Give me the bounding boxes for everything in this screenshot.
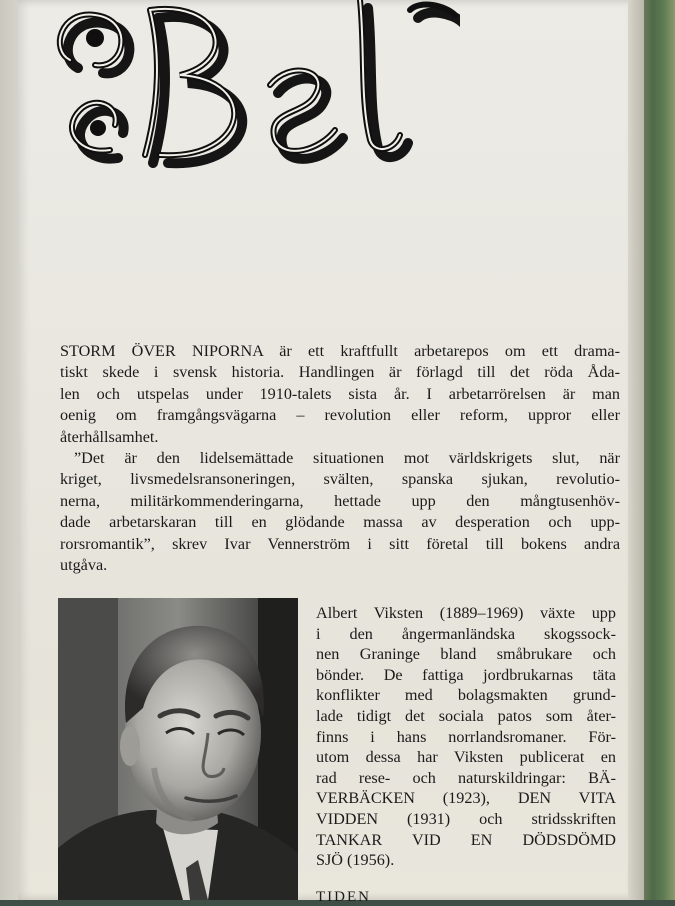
author-bio-line: VIDDEN (1931) och stridsskriften [316, 809, 616, 828]
author-bio-line: SJÖ (1956). [316, 851, 395, 870]
blurb-line: utgåva. [60, 556, 108, 575]
author-bio [316, 603, 616, 871]
blurb-line: oenig om framgångsvägarna – revolution eller reform, uppror eller [60, 406, 620, 425]
blurb-line: återhållsamhet. [60, 427, 159, 446]
blurb-line: len och utspelas under 1910-talets sista år. I arbetarrörelsen är man [60, 384, 620, 403]
author-bio-line: i den ångermanländska skogssock- [316, 624, 616, 643]
blurb-line: ”Det är den lidelsemättade situationen mot världskrigets slut, när [74, 449, 620, 468]
author-bio-line: konflikter med bolagsmakten grund- [316, 686, 616, 705]
blurb-text [60, 341, 620, 576]
blurb-line: kriget, livsmedelsransoneringen, svälten, spanska sjukan, revolutio- [60, 470, 620, 489]
author-bio-line: lade tidigt det sociala patos som åter- [316, 706, 616, 725]
author-bio-line: bönder. De fattiga jordbrukarnas täta [316, 665, 616, 684]
author-portrait [58, 598, 298, 900]
portrait-image [58, 598, 298, 900]
author-bio-line: TANKAR VID EN DÖDSDÖMD [316, 830, 616, 849]
publisher-name: TIDEN [316, 889, 371, 905]
book-edge [628, 0, 644, 900]
blurb-paragraph-1 [60, 341, 620, 448]
author-bio-line: Albert Viksten (1889–1969) växte upp [316, 604, 616, 622]
blurb-line: dade arbetarskaran till en glödande massa av desperation och upp- [60, 513, 620, 532]
author-bio-line: utom dessa har Viksten publicerat en [316, 748, 616, 767]
author-bio-line: finns i hans norrlandsromaner. För- [316, 727, 616, 746]
blurb-line: rorsromantik”, skrev Ivar Vennerström i sitt företal till bokens andra [60, 534, 620, 553]
blurb-paragraph-2 [60, 448, 620, 469]
ornamental-logo [40, 0, 460, 180]
author-bio-line: VERBÄCKEN (1923), DEN VITA [316, 789, 616, 808]
blurb-line: STORM ÖVER NIPORNA är ett kraftfullt arbetarepos om ett drama- [60, 342, 620, 360]
blurb-line: nerna, militärkommenderingarna, hettade upp den mångtusenhöv- [60, 491, 620, 510]
author-bio-line: rad rese- och naturskildringar: BÄ- [316, 768, 616, 787]
blurb-line: tiskt skede i svensk historia. Handlingen är förlagd till det röda Åda- [60, 363, 620, 382]
author-bio-line: nen Graninge bland småbrukare och [316, 645, 616, 664]
blurb-paragraph-2-cont [60, 469, 620, 576]
